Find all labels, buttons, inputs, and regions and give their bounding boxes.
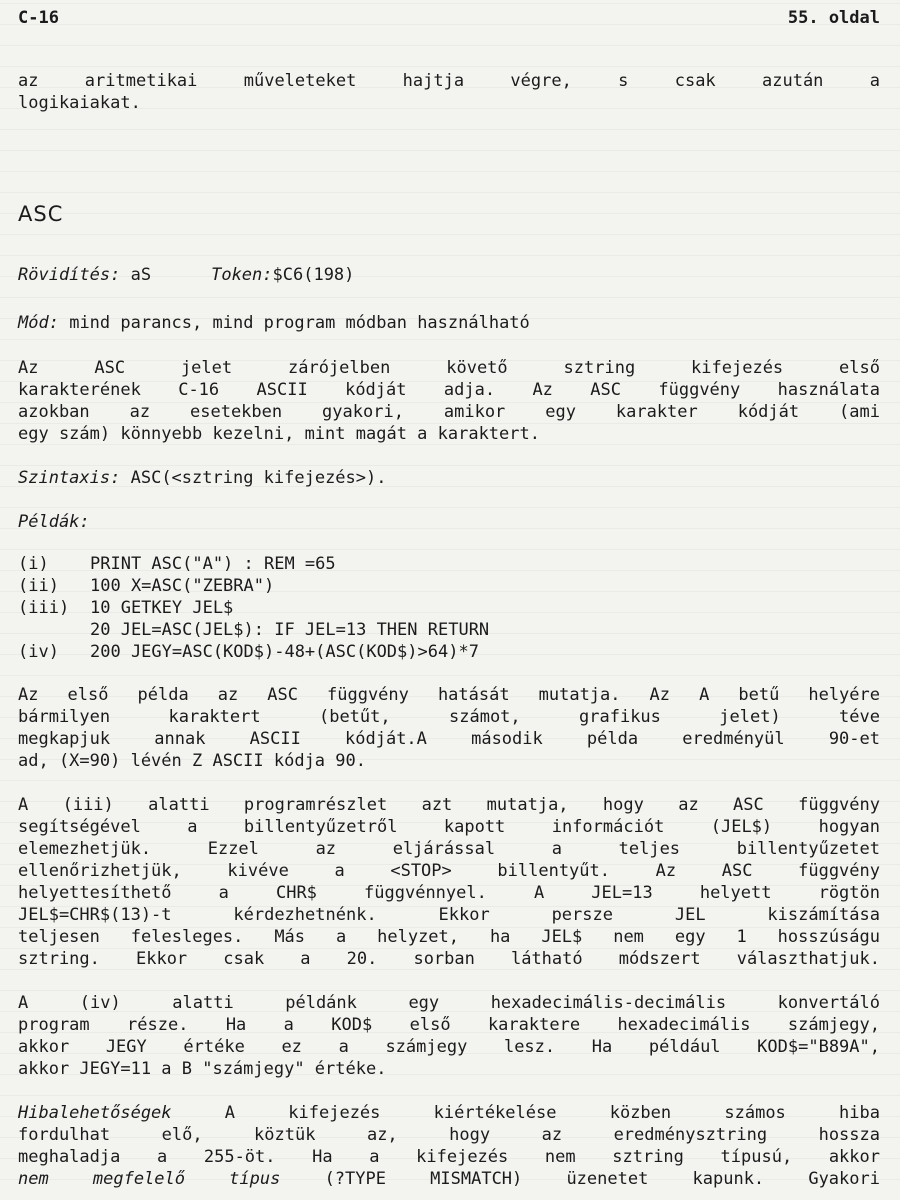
example-code-3: 10 GETKEY JEL$ bbox=[90, 598, 234, 618]
para1-line-2: karakterének C-16 ASCII kódját adja. Az ASC függvény használata bbox=[18, 380, 880, 400]
token-value: $C6(198) bbox=[272, 265, 355, 285]
para3-line-4: ellenőrizhetjük, kivéve a <STOP> billentyűt. Az ASC függvény bbox=[18, 861, 880, 881]
para4-line-3: akkor JEGY értéke ez a számjegy lesz. Ha például KOD$="B89A", bbox=[18, 1037, 880, 1057]
para4-line-4: akkor JEGY=11 a B "számjegy" értéke. bbox=[18, 1059, 387, 1079]
example-code-1: PRINT ASC("A") : REM =65 bbox=[90, 554, 336, 574]
para1-line-4: egy szám) könnyebb kezelni, mint magát a karaktert. bbox=[18, 424, 540, 444]
para3-line-2: segítségével a billentyűzetről kapott információt (JEL$) hogyan bbox=[18, 817, 880, 837]
para4-line-1: A (iv) alatti példánk egy hexadecimális-decimális konvertáló bbox=[18, 993, 880, 1013]
example-num-3: (iii) bbox=[18, 598, 70, 618]
type-mismatch-italic: nem megfelelő típus bbox=[18, 1169, 281, 1189]
para2-line-1: Az első példa az ASC függvény hatását mutatja. Az A betű helyére bbox=[18, 685, 880, 705]
abbrev-value: aS bbox=[130, 265, 152, 285]
para5-line-1: Hibalehetőségek A kifejezés kiértékelése közben számos hiba bbox=[18, 1103, 880, 1123]
example-num-2: (ii) bbox=[18, 576, 59, 596]
mode-label: Mód: bbox=[18, 313, 59, 333]
para3-line-8: sztring. Ekkor csak a 20. sorban látható módszert választhatjuk. bbox=[18, 949, 880, 969]
para5-line-2: fordulhat elő, köztük az, hogy az eredménysztring hossza bbox=[18, 1125, 880, 1145]
mode-text: mind parancs, mind program módban használható bbox=[69, 313, 530, 333]
errors-label: Hibalehetőségek bbox=[18, 1103, 172, 1123]
para5-line-3: meghaladja a 255-öt. Ha a kifejezés nem sztring típusú, akkor bbox=[18, 1147, 880, 1167]
intro-line-1: az aritmetikai műveleteket hajtja végre, s csak azután a bbox=[18, 71, 880, 91]
mode-line bbox=[18, 312, 880, 334]
para4-line-2: program része. Ha a KOD$ első karaktere hexadecimális számjegy, bbox=[18, 1015, 880, 1035]
para5-line-4: nem megfelelő típus (?TYPE MISMATCH) üzenetet kapunk. Gyakori bbox=[18, 1169, 880, 1189]
abbrev-line bbox=[18, 264, 880, 286]
para3-line-7: teljesen felesleges. Más a helyzet, ha JEL$ nem egy 1 hosszúságu bbox=[18, 927, 880, 947]
para3-line-6: JEL$=CHR$(13)-t kérdezhetnénk. Ekkor persze JEL kiszámítása bbox=[18, 905, 880, 925]
example-num-5: (iv) bbox=[18, 642, 59, 662]
header-left: C-16 bbox=[18, 8, 59, 28]
example-code-5: 200 JEGY=ASC(KOD$)-48+(ASC(KOD$)>64)*7 bbox=[90, 642, 479, 662]
example-num-1: (i) bbox=[18, 554, 49, 574]
examples-label: Példák: bbox=[18, 512, 90, 532]
token-label: Token: bbox=[211, 265, 273, 285]
intro-line-2: logikaiakat. bbox=[18, 93, 141, 113]
abbrev-label: Rövidítés: bbox=[18, 265, 121, 285]
para3-line-5: helyettesíthető a CHR$ függvénnyel. A JEL=13 helyett rögtön bbox=[18, 883, 880, 903]
para3-line-1: A (iii) alatti programrészlet azt mutatja, hogy az ASC függvény bbox=[18, 795, 880, 815]
para1-line-3: azokban az esetekben gyakori, amikor egy karakter kódját (ami bbox=[18, 402, 880, 422]
syntax-label: Szintaxis: bbox=[18, 468, 121, 488]
page-number: 55. oldal bbox=[787, 8, 880, 28]
para2-line-2: bármilyen karaktert (betűt, számot, grafikus jelet) téve bbox=[18, 707, 880, 727]
section-title: ASC bbox=[18, 202, 64, 226]
syntax-text: ASC(<sztring kifejezés>). bbox=[130, 468, 387, 488]
para3-line-3: elemezhetjük. Ezzel az eljárással a teljes billentyűzetet bbox=[18, 839, 880, 859]
para2-line-3: megkapjuk annak ASCII kódját.A második példa eredményül 90-et bbox=[18, 729, 880, 749]
example-code-2: 100 X=ASC("ZEBRA") bbox=[90, 576, 275, 596]
para2-line-4: ad, (X=90) lévén Z ASCII kódja 90. bbox=[18, 751, 366, 771]
para1-line-1: Az ASC jelet zárójelben követő sztring kifejezés első bbox=[18, 358, 880, 378]
syntax-line bbox=[18, 467, 880, 489]
example-code-4: 20 JEL=ASC(JEL$): IF JEL=13 THEN RETURN bbox=[90, 620, 490, 640]
